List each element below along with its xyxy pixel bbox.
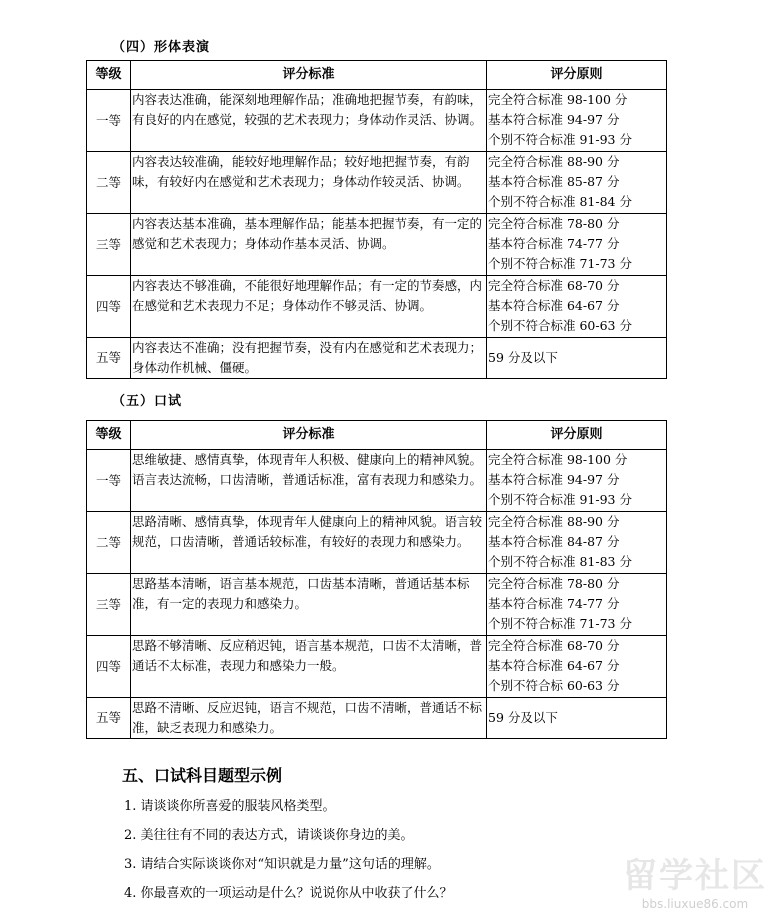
table-row — [87, 90, 667, 152]
principle-cell — [487, 450, 667, 512]
table-row — [87, 698, 667, 739]
header-principle: 评分原则 — [487, 61, 667, 90]
criteria-cell: 思维敏捷、感情真挚，体现青年人积极、健康向上的精神风貌。语言表达流畅，口齿清晰，普通话标准，富有表现力和感染力。 — [131, 450, 487, 512]
question-item: 2. 美往往有不同的表达方式，请谈谈你身边的美。 — [124, 828, 414, 843]
header-grade: 等级 — [87, 421, 131, 450]
part5-heading: 五、口试科目题型示例 — [122, 766, 283, 785]
section5-title: （五）口试 — [112, 394, 183, 409]
principle-line: 个别不符合标准 91-93 分 — [488, 492, 632, 507]
principle-line: 完全符合标准 88-90 分 — [488, 514, 620, 529]
header-grade: 等级 — [87, 61, 131, 90]
criteria-cell: 内容表达不准确；没有把握节奏，没有内在感觉和艺术表现力；身体动作机械、僵硬。 — [131, 338, 487, 379]
criteria-cell: 思路不清晰、反应迟钝，语言不规范，口齿不清晰，普通话不标准，缺乏表现力和感染力。 — [131, 698, 487, 739]
principle-cell — [487, 338, 667, 379]
principle-line: 59 分及以下 — [488, 710, 558, 725]
watermark-url: bbs.liuxue86.com — [641, 897, 749, 911]
criteria-cell: 内容表达较准确，能较好地理解作品；较好地把握节奏，有韵味，有较好内在感觉和艺术表现力；身体动作较灵活、协调。 — [131, 152, 487, 214]
principle-cell — [487, 698, 667, 739]
principle-line: 完全符合标准 88-90 分 — [488, 154, 620, 169]
question-item: 3. 请结合实际谈谈你对“知识就是力量”这句话的理解。 — [124, 857, 440, 872]
principle-line: 基本符合标准 85-87 分 — [488, 174, 620, 189]
criteria-cell: 内容表达准确，能深刻地理解作品；准确地把握节奏，有韵味，有良好的内在感觉，较强的艺术表现力；身体动作灵活、协调。 — [131, 90, 487, 152]
grade-cell: 四等 — [87, 276, 131, 338]
principle-line: 个别不符合标准 60-63 分 — [488, 318, 632, 333]
question-item: 4. 你最喜欢的一项运动是什么？说说你从中收获了什么？ — [124, 886, 453, 901]
principle-line: 基本符合标准 84-87 分 — [488, 534, 620, 549]
grade-cell: 一等 — [87, 90, 131, 152]
grade-cell: 二等 — [87, 512, 131, 574]
principle-line: 个别不符合标 60-63 分 — [488, 678, 620, 693]
criteria-cell: 思路基本清晰，语言基本规范，口齿基本清晰，普通话基本标准，有一定的表现力和感染力。 — [131, 574, 487, 636]
principle-line: 个别不符合标准 81-84 分 — [488, 194, 632, 209]
grade-cell: 三等 — [87, 214, 131, 276]
principle-line: 个别不符合标准 91-93 分 — [488, 132, 632, 147]
criteria-cell: 思路清晰、感情真挚，体现青年人健康向上的精神风貌。语言较规范，口齿清晰，普通话较标准，有较好的表现力和感染力。 — [131, 512, 487, 574]
principle-line: 完全符合标准 68-70 分 — [488, 278, 620, 293]
principle-line: 59 分及以下 — [488, 350, 558, 365]
principle-line: 个别不符合标准 71-73 分 — [488, 256, 632, 271]
criteria-cell: 内容表达基本准确，基本理解作品；能基本把握节奏，有一定的感觉和艺术表现力；身体动作基本灵活、协调。 — [131, 214, 487, 276]
table-row — [87, 636, 667, 698]
question-list — [124, 796, 453, 912]
principle-line: 完全符合标准 68-70 分 — [488, 638, 620, 653]
table-row — [87, 338, 667, 379]
principle-line: 基本符合标准 74-77 分 — [488, 596, 620, 611]
watermark — [623, 848, 767, 911]
principle-line: 基本符合标准 64-67 分 — [488, 658, 620, 673]
principle-cell — [487, 214, 667, 276]
grade-cell: 一等 — [87, 450, 131, 512]
table-row — [87, 574, 667, 636]
table-row — [87, 512, 667, 574]
principle-cell — [487, 152, 667, 214]
header-criteria: 评分标准 — [131, 421, 487, 450]
criteria-cell: 内容表达不够准确，不能很好地理解作品；有一定的节奏感，内在感觉和艺术表现力不足；身体动作不够灵活、协调。 — [131, 276, 487, 338]
watermark-logo: 留学社区 — [623, 856, 767, 896]
principle-cell — [487, 636, 667, 698]
header-principle: 评分原则 — [487, 421, 667, 450]
grade-cell: 四等 — [87, 636, 131, 698]
section4-table — [86, 60, 667, 379]
table-row — [87, 214, 667, 276]
principle-line: 基本符合标准 64-67 分 — [488, 298, 620, 313]
header-criteria: 评分标准 — [131, 61, 487, 90]
grade-cell: 三等 — [87, 574, 131, 636]
principle-cell — [487, 90, 667, 152]
grade-cell: 五等 — [87, 698, 131, 739]
table-row — [87, 450, 667, 512]
principle-line: 个别不符合标准 81-83 分 — [488, 554, 632, 569]
principle-line: 完全符合标准 98-100 分 — [488, 92, 628, 107]
principle-cell — [487, 276, 667, 338]
principle-line: 基本符合标准 94-97 分 — [488, 472, 620, 487]
table-row — [87, 152, 667, 214]
principle-line: 完全符合标准 98-100 分 — [488, 452, 628, 467]
section4-title: （四）形体表演 — [112, 40, 211, 55]
grade-cell: 五等 — [87, 338, 131, 379]
principle-line: 完全符合标准 78-80 分 — [488, 216, 620, 231]
section5-table — [86, 420, 667, 739]
principle-cell — [487, 574, 667, 636]
principle-line: 个别不符合标准 71-73 分 — [488, 616, 632, 631]
principle-line: 基本符合标准 94-97 分 — [488, 112, 620, 127]
principle-line: 完全符合标准 78-80 分 — [488, 576, 620, 591]
question-item: 1. 请谈谈你所喜爱的服装风格类型。 — [124, 799, 336, 814]
principle-cell — [487, 512, 667, 574]
principle-line: 基本符合标准 74-77 分 — [488, 236, 620, 251]
grade-cell: 二等 — [87, 152, 131, 214]
table-row — [87, 276, 667, 338]
criteria-cell: 思路不够清晰、反应稍迟钝，语言基本规范，口齿不太清晰，普通话不太标准，表现力和感染力一般。 — [131, 636, 487, 698]
